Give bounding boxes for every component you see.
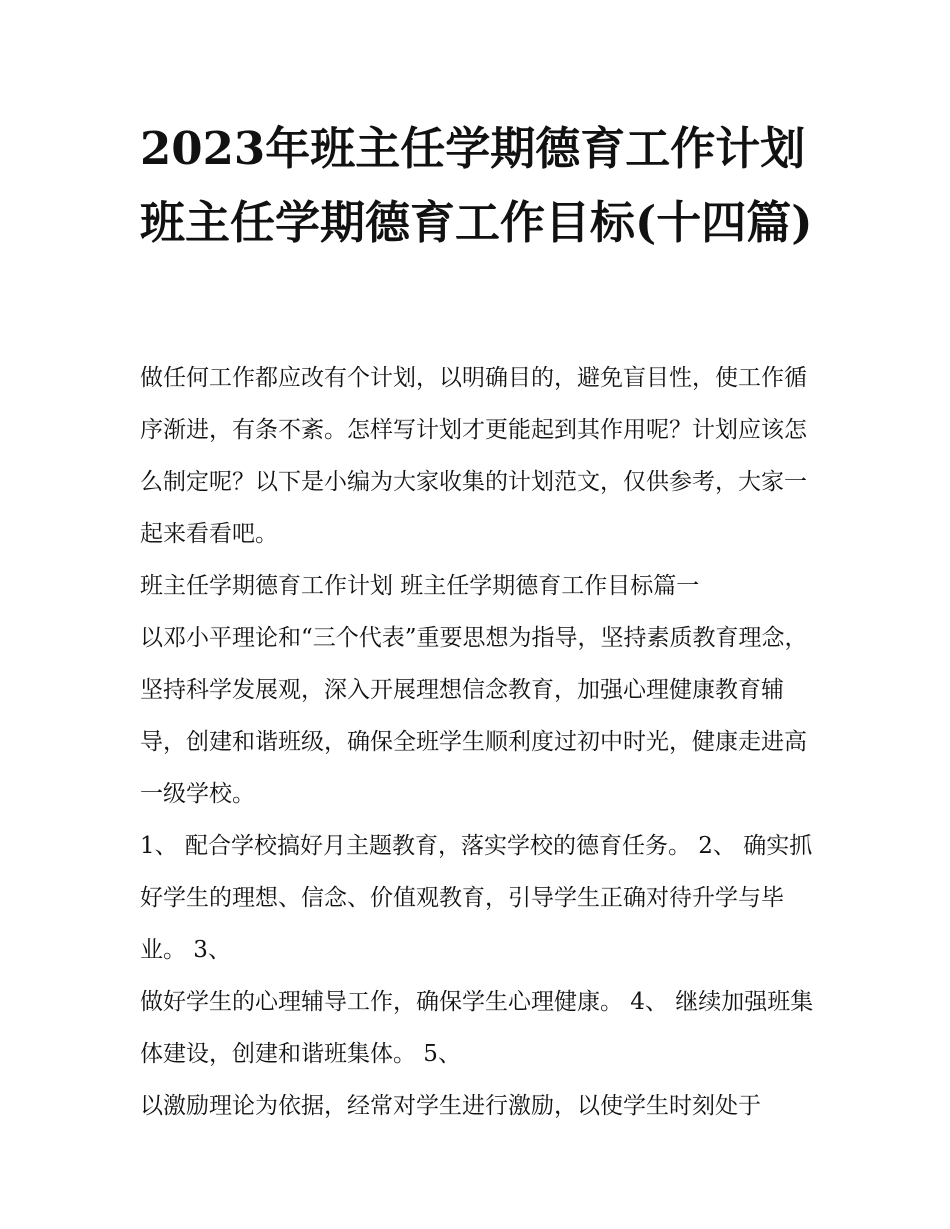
section-heading: 班主任学期德育工作计划 班主任学期德育工作目标篇一 [140,573,700,599]
paragraph-guiding-principle: 以邓小平理论和“三个代表”重要思想为指导，坚持素质教育理念，坚持科学发展观，深入开展理想信念教育，加强心理健康教育辅导，创建和谐班级，确保全班学生顺利度过初中时光，健康走进高一级学校。 [140,625,808,807]
paragraph-goals-1-3: 1、 配合学校搞好月主题教育，落实学校的德育任务。 2、 确实抓好学生的理想、信念、价值观教育，引导学生正确对待升学与毕业。 3、 [140,833,813,963]
document-body [140,352,815,1132]
paragraph-goal-5: 以激励理论为依据，经常对学生进行激励，以使学生时刻处于 [140,1093,761,1119]
paragraph-goals-3-5: 做好学生的心理辅导工作，确保学生心理健康。 4、 继续加强班集体建设，创建和谐班集体。 5、 [140,989,814,1067]
document-title: 2023年班主任学期德育工作计划 班主任学期德育工作目标(十四篇) [140,122,813,249]
paragraph-intro: 做任何工作都应改有个计划，以明确目的，避免盲目性，使工作循序渐进，有条不紊。怎样写计划才更能起到其作用呢？计划应该怎么制定呢？以下是小编为大家收集的计划范文，仅供参考，大家一起来看看吧。 [140,365,807,547]
